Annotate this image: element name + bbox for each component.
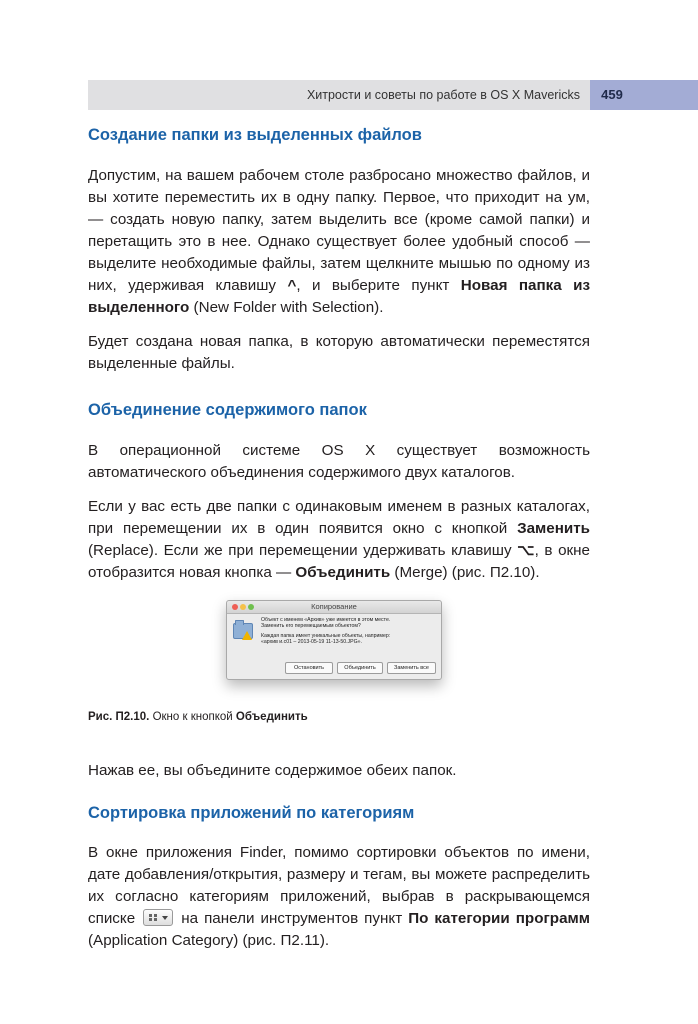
replace-label: Заменить: [517, 520, 590, 537]
section-heading-create-folder: Создание папки из выделенных файлов: [88, 126, 422, 144]
copy-dialog-figure: [226, 600, 442, 680]
section-heading-sort: Сортировка приложений по категориям: [88, 804, 415, 822]
main-content: [88, 112, 590, 584]
paragraph-merge-intro: В операционной системе OS X существует возможность автоматического объединения содержимого двух каталогов.: [88, 442, 590, 481]
running-header-title: Хитрости и советы по работе в OS X Mavericks: [306, 88, 580, 102]
section-heading-merge: Объединение содержимого папок: [88, 401, 367, 419]
main-content-continued: [88, 760, 590, 952]
arrange-menu-icon[interactable]: [143, 909, 173, 926]
menu-item-app-category: По категории программ: [408, 910, 590, 927]
paragraph-merge-details: Если у вас есть две папки с одинаковым именем в разных каталогах, при перемещении их в один появится окно с кнопкой Заменить (Replace). Если же при перемещении удерживать клавишу ⌥, в окне отобразится новая кнопка — Объединить (Merge) (рис. П2.10).: [88, 498, 590, 581]
merge-button[interactable]: Объединить: [337, 662, 383, 674]
chevron-down-icon: [162, 916, 168, 920]
merge-label: Объединить: [295, 564, 391, 581]
warning-icon: [242, 631, 252, 640]
replace-all-button[interactable]: Заменить все: [387, 662, 436, 674]
control-key-glyph: ^: [287, 277, 297, 294]
dialog-message: Объект с именем «Архив» уже имеется в этом месте. Заменить его перемещаемым объектом?: [261, 617, 391, 630]
paragraph-after-figure: Нажав ее, вы объедините содержимое обеих папок.: [88, 762, 457, 779]
dialog-title: Копирование: [311, 602, 357, 611]
menu-item-new-folder: Новая папка из выделенного: [88, 277, 591, 316]
option-key-glyph: ⌥: [517, 542, 535, 559]
figure-caption: Рис. П2.10. Окно к кнопкой Объединить: [88, 711, 308, 723]
dialog-detail: Каждая папка имеет уникальные объекты, например: «архив и.с01 – 2013-05-19 11-13-50.JPG».: [261, 633, 391, 646]
dialog-titlebar: [227, 601, 441, 614]
paragraph-create-folder: Допустим, на вашем рабочем столе разбросано множество файлов, и вы хотите переместить их в одну папку. Первое, что приходит на ум, — создать новую папку, затем выделить все (кроме самой папки) и перетащить это в нее. Однако существует более удобный способ — выделите необходимые файлы, затем щелкните мышью по одному из них, удерживая клавишу ^, и выберите пункт Новая папка из выделенного (New Folder with Selection).: [88, 167, 591, 316]
page-number: 459: [601, 87, 623, 102]
stop-button[interactable]: Остановить: [285, 662, 333, 674]
paragraph-sort: В окне приложения Finder, помимо сортировки объектов по имени, дате добавления/открытия, размеру и тегам, вы можете распределить их согласно категориям приложений, выбрав в раскрывающемся списке на панели инструментов пункт По категории программ (Application Category) (рис. П2.11).: [88, 844, 590, 949]
paragraph-result: Будет создана новая папка, в которую автоматически переместятся выделенные файлы.: [88, 333, 590, 372]
